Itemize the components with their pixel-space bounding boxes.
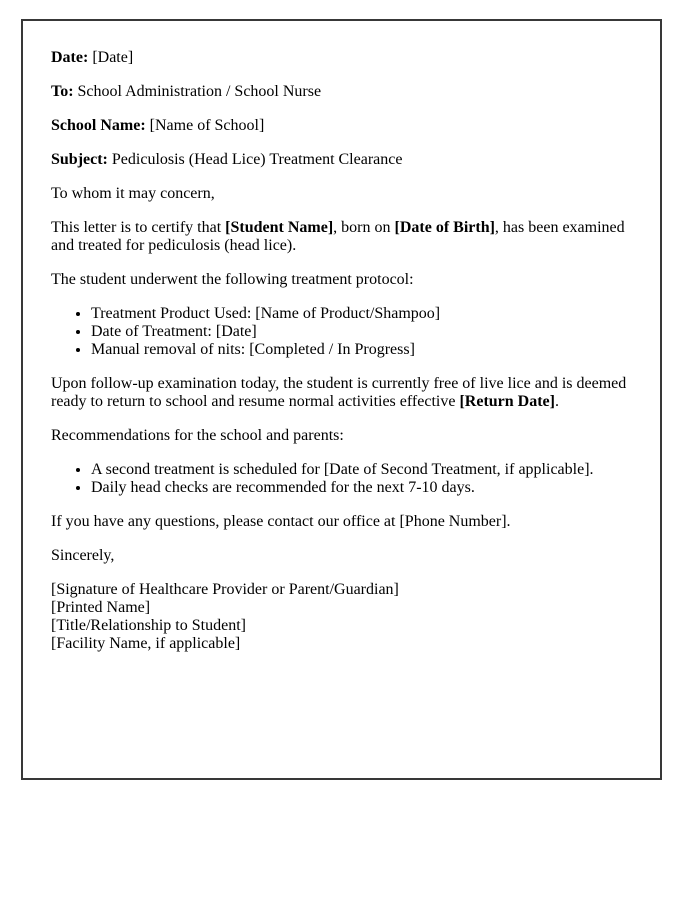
signature-block bbox=[51, 581, 632, 653]
subject-value: Pediculosis (Head Lice) Treatment Clearance bbox=[111, 151, 403, 168]
protocol-intro: The student underwent the following treatment protocol: bbox=[51, 271, 414, 288]
to-value: School Administration / School Nurse bbox=[77, 83, 322, 100]
to-label: To: bbox=[51, 83, 74, 100]
signature-line: [Title/Relationship to Student] bbox=[51, 617, 246, 634]
certification-paragraph bbox=[51, 219, 632, 255]
student-name-placeholder: [Student Name] bbox=[225, 219, 334, 236]
date-line bbox=[51, 49, 632, 67]
date-value: [Date] bbox=[92, 49, 134, 66]
contact-paragraph: If you have any questions, please contact our office at [Phone Number]. bbox=[51, 513, 511, 530]
list-item: • A second treatment is scheduled for [Date of Second Treatment, if applicable]. bbox=[91, 461, 632, 479]
follow-up-text-after: . bbox=[554, 393, 559, 410]
to-line bbox=[51, 83, 632, 101]
signature-line: [Printed Name] bbox=[51, 599, 151, 616]
date-label: Date: bbox=[51, 49, 89, 66]
letter-container bbox=[21, 19, 662, 780]
return-date-placeholder: [Return Date] bbox=[459, 393, 555, 410]
school-name-label: School Name: bbox=[51, 117, 146, 134]
page bbox=[0, 19, 700, 919]
school-name-line bbox=[51, 117, 632, 135]
recommendations-intro: Recommendations for the school and parents: bbox=[51, 427, 344, 444]
certification-text-before: This letter is to certify that bbox=[51, 219, 226, 236]
follow-up-paragraph bbox=[51, 375, 632, 411]
closing: Sincerely, bbox=[51, 547, 115, 564]
date-of-birth-placeholder: [Date of Birth] bbox=[394, 219, 495, 236]
list-item: • Treatment Product Used: [Name of Product/Shampoo] bbox=[91, 305, 632, 323]
list-item: • Date of Treatment: [Date] bbox=[91, 323, 632, 341]
follow-up-text-before: Upon follow-up examination today, the student is currently free of live lice and is deemed ready to return to school and resume normal activities effective bbox=[51, 375, 627, 410]
subject-label: Subject: bbox=[51, 151, 108, 168]
list-item: • Manual removal of nits: [Completed / In Progress] bbox=[91, 341, 632, 359]
subject-line bbox=[51, 151, 632, 169]
list-item: • Daily head checks are recommended for the next 7-10 days. bbox=[91, 479, 632, 497]
signature-line: [Facility Name, if applicable] bbox=[51, 635, 241, 652]
certification-text-after: , has been examined and treated for pediculosis (head lice). bbox=[51, 219, 625, 254]
protocol-list bbox=[51, 305, 632, 359]
salutation: To whom it may concern, bbox=[51, 185, 215, 202]
certification-text-middle: , born on bbox=[333, 219, 395, 236]
recommendations-list bbox=[51, 461, 632, 497]
school-name-value: [Name of School] bbox=[149, 117, 265, 134]
signature-line: [Signature of Healthcare Provider or Parent/Guardian] bbox=[51, 581, 399, 598]
